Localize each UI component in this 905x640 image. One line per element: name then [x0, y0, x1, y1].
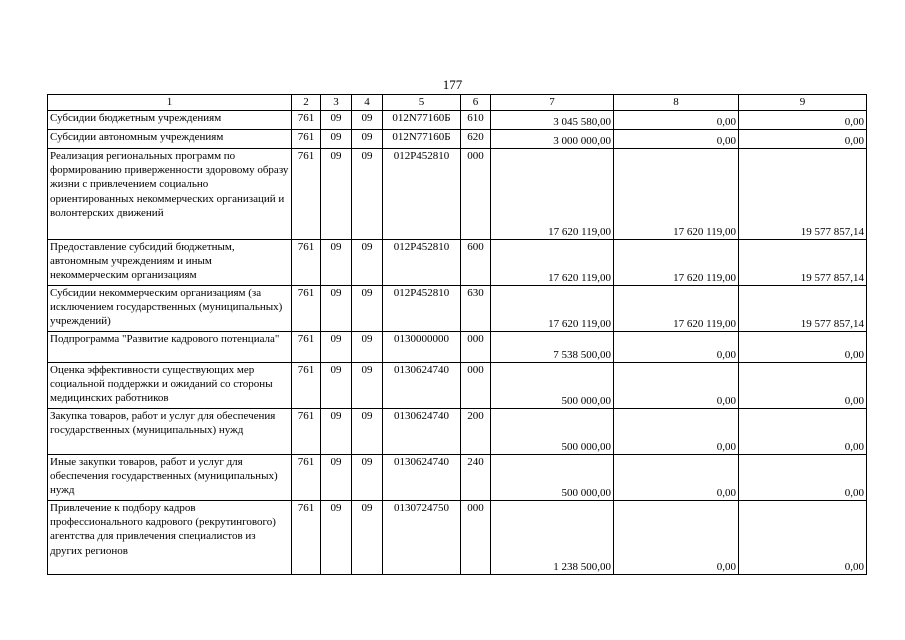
table-row: [48, 240, 867, 286]
cell-amount: 0,00: [739, 111, 867, 130]
table-row: [48, 130, 867, 149]
cell-code: 09: [321, 363, 352, 409]
cell-code: 761: [292, 286, 321, 332]
cell-code: 09: [352, 501, 383, 575]
cell-code: 0130624740: [383, 363, 461, 409]
cell-code: 630: [461, 286, 491, 332]
cell-amount: 0,00: [614, 409, 739, 455]
cell-code: 09: [352, 455, 383, 501]
cell-amount: 19 577 857,14: [739, 149, 867, 240]
cell-code: 09: [321, 240, 352, 286]
cell-code: 012N77160Б: [383, 111, 461, 130]
cell-code: 761: [292, 332, 321, 363]
table-row: [48, 332, 867, 363]
cell-amount: 0,00: [614, 130, 739, 149]
header-cell: 9: [739, 95, 867, 111]
cell-code: 09: [352, 286, 383, 332]
table-row: [48, 501, 867, 575]
cell-code: 620: [461, 130, 491, 149]
cell-code: 761: [292, 111, 321, 130]
cell-code: 09: [321, 130, 352, 149]
header-cell: 8: [614, 95, 739, 111]
cell-amount: 1 238 500,00: [491, 501, 614, 575]
cell-code: 761: [292, 363, 321, 409]
cell-code: 09: [352, 332, 383, 363]
cell-amount: 0,00: [614, 332, 739, 363]
cell-amount: 3 000 000,00: [491, 130, 614, 149]
cell-code: 761: [292, 409, 321, 455]
header-cell: 3: [321, 95, 352, 111]
cell-code: 09: [352, 111, 383, 130]
cell-amount: 3 045 580,00: [491, 111, 614, 130]
cell-amount: 0,00: [614, 455, 739, 501]
header-cell: 2: [292, 95, 321, 111]
cell-amount: 19 577 857,14: [739, 286, 867, 332]
cell-code: 012P452810: [383, 149, 461, 240]
header-cell: 1: [48, 95, 292, 111]
cell-amount: 500 000,00: [491, 455, 614, 501]
row-name: Оценка эффективности существующих мер социальной поддержки и ожиданий со стороны медицинских работников: [48, 363, 292, 409]
cell-code: 012P452810: [383, 240, 461, 286]
row-name: Предоставление субсидий бюджетным, автономным учреждениям и иным некоммерческим организациям: [48, 240, 292, 286]
row-name: Закупка товаров, работ и услуг для обеспечения государственных (муниципальных) нужд: [48, 409, 292, 455]
cell-code: 240: [461, 455, 491, 501]
cell-code: 761: [292, 501, 321, 575]
row-name: Иные закупки товаров, работ и услуг для обеспечения государственных (муниципальных) нужд: [48, 455, 292, 501]
page-number: 177: [442, 77, 463, 92]
cell-code: 000: [461, 363, 491, 409]
cell-amount: 17 620 119,00: [491, 240, 614, 286]
cell-amount: 0,00: [614, 363, 739, 409]
header-row: [48, 95, 867, 111]
cell-amount: 500 000,00: [491, 409, 614, 455]
row-name: Субсидии некоммерческим организациям (за исключением государственных (муниципальных) учреждений): [48, 286, 292, 332]
cell-code: 09: [321, 332, 352, 363]
cell-code: 761: [292, 130, 321, 149]
cell-code: 09: [352, 363, 383, 409]
cell-amount: 7 538 500,00: [491, 332, 614, 363]
table-row: [48, 409, 867, 455]
cell-code: 09: [321, 286, 352, 332]
cell-amount: 17 620 119,00: [614, 149, 739, 240]
header-cell: 6: [461, 95, 491, 111]
cell-code: 09: [321, 409, 352, 455]
cell-code: 09: [352, 130, 383, 149]
row-name: Подпрограмма "Развитие кадрового потенциала": [48, 332, 292, 363]
cell-code: 761: [292, 240, 321, 286]
cell-amount: 0,00: [614, 501, 739, 575]
cell-code: 600: [461, 240, 491, 286]
cell-amount: 0,00: [739, 501, 867, 575]
cell-amount: 17 620 119,00: [491, 286, 614, 332]
cell-amount: 0,00: [739, 332, 867, 363]
cell-amount: 19 577 857,14: [739, 240, 867, 286]
cell-code: 0130624740: [383, 455, 461, 501]
header-cell: 7: [491, 95, 614, 111]
table-row: [48, 111, 867, 130]
cell-code: 09: [321, 149, 352, 240]
header-cell: 4: [352, 95, 383, 111]
cell-code: 761: [292, 149, 321, 240]
cell-code: 09: [321, 501, 352, 575]
cell-code: 0130724750: [383, 501, 461, 575]
row-name: Реализация региональных программ по формированию приверженности здоровому образу жизни с привлечением социально ориентированных некоммерческих организаций и волонтерских движений: [48, 149, 292, 240]
cell-amount: 0,00: [739, 363, 867, 409]
cell-code: 000: [461, 149, 491, 240]
table-row: [48, 363, 867, 409]
cell-amount: 0,00: [739, 455, 867, 501]
cell-code: 0130000000: [383, 332, 461, 363]
cell-code: 09: [352, 409, 383, 455]
cell-code: 09: [321, 455, 352, 501]
cell-code: 09: [352, 240, 383, 286]
cell-amount: 500 000,00: [491, 363, 614, 409]
cell-amount: 17 620 119,00: [614, 240, 739, 286]
cell-code: 012P452810: [383, 286, 461, 332]
cell-amount: 0,00: [739, 130, 867, 149]
cell-code: 09: [352, 149, 383, 240]
cell-amount: 0,00: [614, 111, 739, 130]
header-cell: 5: [383, 95, 461, 111]
budget-table: [47, 94, 867, 575]
cell-amount: 17 620 119,00: [614, 286, 739, 332]
cell-code: 610: [461, 111, 491, 130]
row-name: Привлечение к подбору кадров профессионального кадрового (рекрутингового) агентства для привлечения специалистов из других регионов: [48, 501, 292, 575]
table-row: [48, 149, 867, 240]
table-row: [48, 455, 867, 501]
cell-amount: 17 620 119,00: [491, 149, 614, 240]
cell-code: 200: [461, 409, 491, 455]
table-row: [48, 286, 867, 332]
cell-amount: 0,00: [739, 409, 867, 455]
cell-code: 000: [461, 332, 491, 363]
cell-code: 012N77160Б: [383, 130, 461, 149]
cell-code: 761: [292, 455, 321, 501]
cell-code: 0130624740: [383, 409, 461, 455]
cell-code: 000: [461, 501, 491, 575]
row-name: Субсидии автономным учреждениям: [48, 130, 292, 149]
row-name: Субсидии бюджетным учреждениям: [48, 111, 292, 130]
cell-code: 09: [321, 111, 352, 130]
